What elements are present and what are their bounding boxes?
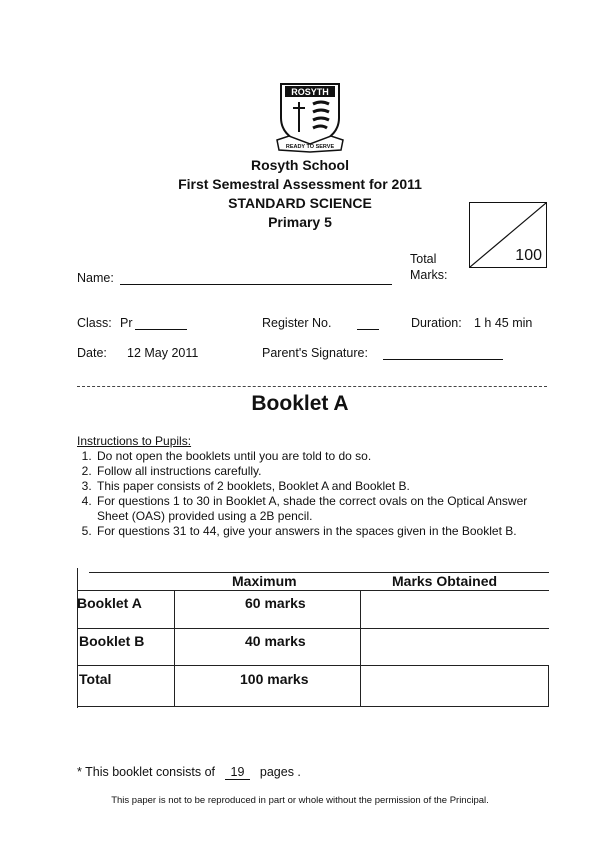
marks-obtained-booklet-b[interactable]	[367, 631, 542, 661]
table-rule	[77, 665, 549, 666]
crest-icon	[275, 80, 345, 155]
name-field[interactable]	[120, 272, 392, 285]
row-maximum-booklet-a: 60 marks	[245, 595, 306, 611]
register-field[interactable]	[357, 317, 379, 330]
school-crest	[275, 80, 345, 155]
instruction-item: 2. Follow all instructions carefully.	[95, 464, 547, 479]
table-rule	[77, 590, 549, 591]
page-count-value: 19	[225, 765, 251, 780]
instructions-list	[77, 449, 547, 539]
table-rule	[77, 628, 549, 629]
name-label: Name:	[77, 271, 114, 285]
page-count-suffix: pages .	[259, 765, 301, 779]
section-divider	[77, 386, 547, 387]
date-label: Date:	[77, 346, 107, 360]
table-rule	[77, 568, 78, 708]
instructions	[77, 434, 547, 539]
page-count-prefix: * This booklet consists of	[77, 765, 216, 779]
class-label: Class:	[77, 316, 112, 330]
duration-value: 1 h 45 min	[474, 316, 533, 330]
table-rule	[174, 590, 175, 706]
total-marks-box	[469, 202, 547, 268]
duration-label: Duration:	[411, 316, 462, 330]
level-title: Primary 5	[268, 214, 332, 230]
marks-label: Marks:	[410, 268, 448, 282]
marks-obtained-total[interactable]	[367, 669, 542, 701]
instruction-item: 4. For questions 1 to 30 in Booklet A, shade the correct ovals on the Optical Answer Sheet (OAS) provided using a 2B pencil.	[95, 494, 547, 524]
instruction-item: 5. For questions 31 to 44, give your answers in the spaces given in the Booklet B.	[95, 524, 547, 539]
copyright-notice: This paper is not to be reproduced in part or whole without the permission of the Principal.	[111, 795, 489, 806]
class-value: Pr	[120, 316, 133, 330]
parent-signature-label: Parent's Signature:	[262, 346, 368, 360]
instruction-item: 1. Do not open the booklets until you are told to do so.	[95, 449, 547, 464]
booklet-title: Booklet A	[251, 392, 349, 415]
table-rule	[548, 665, 549, 706]
row-label-booklet-b: Booklet B	[79, 633, 145, 649]
total-marks-value: 100	[515, 247, 542, 264]
instruction-item: 3. This paper consists of 2 booklets, Booklet A and Booklet B.	[95, 479, 547, 494]
register-label: Register No.	[262, 316, 332, 330]
row-maximum-booklet-b: 40 marks	[245, 633, 306, 649]
col-header-marks-obtained: Marks Obtained	[392, 573, 498, 589]
instructions-heading: Instructions to Pupils:	[77, 434, 192, 448]
row-maximum-total: 100 marks	[240, 671, 309, 687]
col-header-maximum: Maximum	[232, 573, 297, 589]
total-label: Total	[410, 252, 437, 266]
subject-title: STANDARD SCIENCE	[228, 195, 372, 211]
row-label-total: Total	[79, 671, 112, 687]
date-value: 12 May 2011	[127, 346, 199, 360]
school-name: Rosyth School	[250, 157, 349, 173]
assessment-title: First Semestral Assessment for 2011	[178, 176, 422, 192]
marks-obtained-booklet-a[interactable]	[367, 593, 542, 623]
table-rule	[77, 706, 549, 707]
parent-signature-field[interactable]	[383, 347, 503, 360]
crest-label: ROSYTH	[291, 87, 329, 97]
row-label-booklet-a: Booklet A	[77, 595, 142, 611]
marks-table	[77, 560, 549, 720]
class-field[interactable]	[135, 317, 187, 330]
table-rule	[360, 590, 361, 706]
crest-motto: READY TO SERVE	[285, 144, 335, 150]
page-count-line	[77, 765, 301, 780]
